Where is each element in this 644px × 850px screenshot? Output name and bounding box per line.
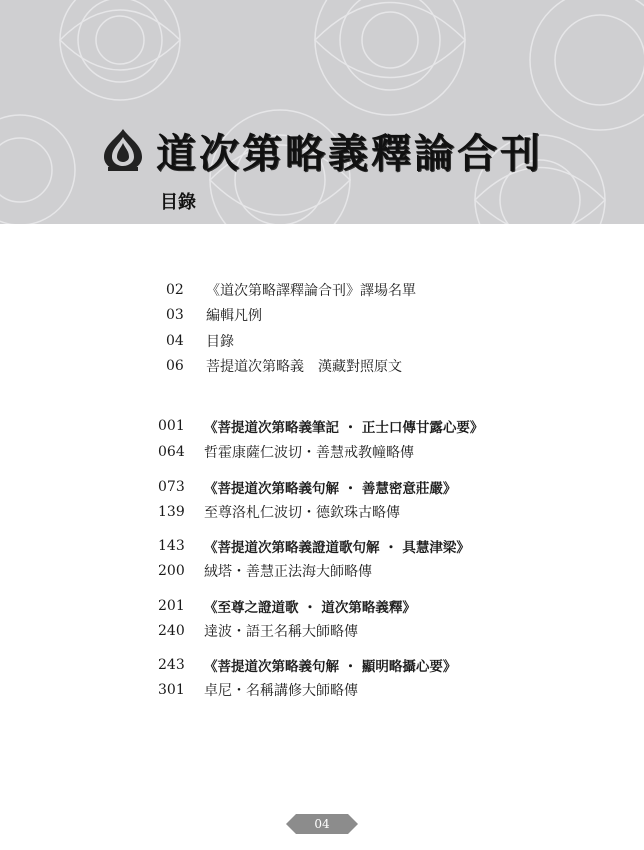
toc-page-number: 06 — [166, 358, 184, 374]
toc-page-number: 200 — [158, 563, 185, 579]
toc-entry-title: 菩提道次第略義 漢藏對照原文 — [206, 359, 402, 375]
toc-page-number: 001 — [158, 418, 185, 434]
page-title: 道次第略義釋論合刊 — [156, 129, 543, 177]
toc-section-entry[interactable] — [158, 477, 456, 497]
toc-bio-entry[interactable] — [158, 621, 358, 641]
header-banner — [0, 0, 644, 224]
page-number: 04 — [314, 817, 330, 831]
toc-section-entry[interactable] — [158, 655, 456, 675]
lotus-pattern-background — [0, 0, 644, 224]
toc-bio-entry[interactable] — [158, 442, 414, 462]
toc-section-entry[interactable] — [158, 416, 483, 436]
toc-page-number: 073 — [158, 479, 185, 495]
toc-page-number: 04 — [166, 333, 184, 349]
toc-section-entry[interactable] — [158, 596, 416, 616]
toc-section-title: 《菩提道次第略義筆記 ・ 正士口傳甘露心要》 — [204, 420, 484, 436]
toc-section-title: 《菩提道次第略義證道歌句解 ・ 具慧津梁》 — [204, 540, 470, 556]
toc-entry[interactable] — [166, 280, 416, 300]
toc-bio-title: 達波・語王名稱大師略傳 — [204, 624, 358, 640]
lotus-emblem-icon — [100, 127, 146, 173]
section-heading: 目錄 — [160, 192, 196, 213]
toc-page-number: 02 — [166, 282, 184, 298]
toc-bio-title: 卓尼・名稱講修大師略傳 — [204, 683, 358, 699]
toc-bio-title: 至尊洛札仁波切・德欽珠古略傳 — [204, 505, 400, 521]
toc-page-number: 03 — [166, 307, 184, 323]
toc-entry[interactable] — [166, 331, 234, 351]
toc-bio-entry[interactable] — [158, 502, 400, 522]
title-row — [100, 124, 543, 176]
toc-entry-title: 《道次第略譯釋論合刊》譯場名單 — [206, 283, 416, 299]
toc-page-number: 243 — [158, 657, 185, 673]
toc-bio-entry[interactable] — [158, 561, 372, 581]
toc-entry[interactable] — [166, 305, 262, 325]
toc-page-number: 139 — [158, 504, 185, 520]
toc-entry-title: 編輯凡例 — [206, 308, 262, 324]
toc-bio-entry[interactable] — [158, 680, 358, 700]
toc-bio-title: 絨塔・善慧正法海大師略傳 — [204, 564, 372, 580]
toc-section-title: 《至尊之證道歌 ・ 道次第略義釋》 — [204, 600, 416, 616]
page-number-tab — [286, 814, 358, 834]
toc-section-title: 《菩提道次第略義句解 ・ 顯明略攝心要》 — [204, 659, 457, 675]
toc-bio-title: 哲霍康薩仁波切・善慧戒教幢略傳 — [204, 445, 414, 461]
toc-page-number: 064 — [158, 444, 185, 460]
toc-entry[interactable] — [166, 356, 402, 376]
toc-page-number: 201 — [158, 598, 185, 614]
toc-entry-title: 目錄 — [206, 334, 234, 350]
toc-section-entry[interactable] — [158, 536, 470, 556]
toc-section-title: 《菩提道次第略義句解 ・ 善慧密意莊嚴》 — [204, 481, 457, 497]
toc-page-number: 301 — [158, 682, 185, 698]
toc-page-number: 240 — [158, 623, 185, 639]
toc-page-number: 143 — [158, 538, 185, 554]
